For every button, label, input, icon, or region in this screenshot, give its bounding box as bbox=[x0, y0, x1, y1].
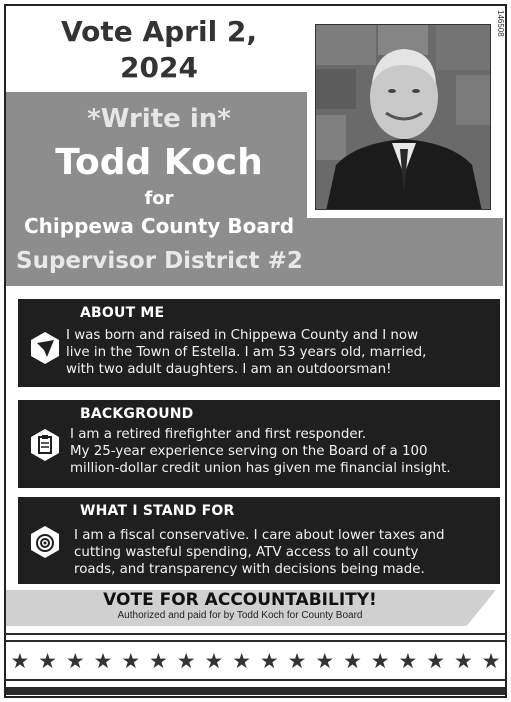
about-me-line: with two adult daughters. I am an outdoorsman! bbox=[66, 362, 392, 377]
star-icon: ★ bbox=[453, 649, 473, 673]
what-i-stand-for-title: WHAT I STAND FOR bbox=[80, 503, 235, 519]
candidate-band-extension bbox=[307, 218, 503, 286]
star-icon: ★ bbox=[370, 649, 390, 673]
star-icon: ★ bbox=[176, 649, 196, 673]
background-line: My 25-year experience serving on the Board of a 100 bbox=[70, 444, 428, 459]
ad-id: 146508 bbox=[496, 10, 505, 37]
about-me-section bbox=[18, 299, 500, 387]
vote-date-line2: 2024 bbox=[120, 51, 198, 84]
for-label: for bbox=[144, 188, 174, 209]
star-icon: ★ bbox=[121, 649, 141, 673]
divider bbox=[6, 633, 505, 635]
paper-plane-icon bbox=[28, 331, 62, 365]
background-title: BACKGROUND bbox=[80, 406, 194, 422]
divider bbox=[6, 640, 505, 642]
star-icon: ★ bbox=[259, 649, 279, 673]
background-line: I am a retired firefighter and first responder. bbox=[70, 427, 367, 442]
star-icon: ★ bbox=[343, 649, 362, 673]
board-name: Chippewa County Board bbox=[23, 214, 295, 238]
divider bbox=[6, 687, 505, 695]
what-i-stand-for-section bbox=[18, 497, 500, 584]
about-me-line: live in the Town of Estella. I am 53 years old, married, bbox=[66, 345, 427, 360]
clipboard-icon bbox=[28, 428, 62, 462]
star-icon: ★ bbox=[232, 649, 252, 673]
about-me-line: I was born and raised in Chippewa County and I now bbox=[66, 328, 419, 343]
star-icon: ★ bbox=[10, 649, 30, 673]
star-icon: ★ bbox=[481, 649, 501, 673]
slogan: VOTE FOR ACCOUNTABILITY! bbox=[103, 590, 377, 610]
star-icon: ★ bbox=[287, 649, 307, 673]
stand-for-line: roads, and transparency with decisions being made. bbox=[74, 562, 425, 577]
stand-for-line: I am a fiscal conservative. I care about lower taxes and bbox=[74, 528, 445, 543]
disclaimer: Authorized and paid for by Todd Koch for County Board bbox=[117, 610, 363, 621]
about-me-title: ABOUT ME bbox=[80, 305, 165, 321]
what-i-stand-for-text bbox=[74, 527, 490, 578]
star-icon: ★ bbox=[426, 649, 446, 673]
background-section bbox=[18, 400, 500, 488]
star-row bbox=[6, 648, 505, 674]
star-icon: ★ bbox=[149, 649, 168, 673]
star-icon: ★ bbox=[65, 649, 85, 673]
background-line: million-dollar credit union has given me financial insight. bbox=[70, 461, 451, 476]
star-icon: ★ bbox=[398, 649, 418, 673]
star-icon: ★ bbox=[204, 649, 224, 673]
write-in-label: *Write in* bbox=[87, 104, 231, 134]
candidate-name: Todd Koch bbox=[55, 142, 263, 183]
candidate-photo bbox=[315, 24, 491, 210]
stand-for-line: cutting wasteful spending, ATV access to all county bbox=[74, 545, 419, 560]
star-icon: ★ bbox=[38, 649, 57, 673]
target-icon bbox=[28, 525, 62, 559]
star-icon: ★ bbox=[93, 649, 113, 673]
about-me-text bbox=[66, 327, 490, 378]
vote-date-line1: Vote April 2, bbox=[60, 15, 258, 48]
district-name: Supervisor District #2 bbox=[16, 248, 303, 274]
vote-date-heading bbox=[14, 14, 304, 86]
star-icon: ★ bbox=[315, 649, 335, 673]
background-text bbox=[70, 426, 490, 477]
divider bbox=[6, 679, 505, 681]
